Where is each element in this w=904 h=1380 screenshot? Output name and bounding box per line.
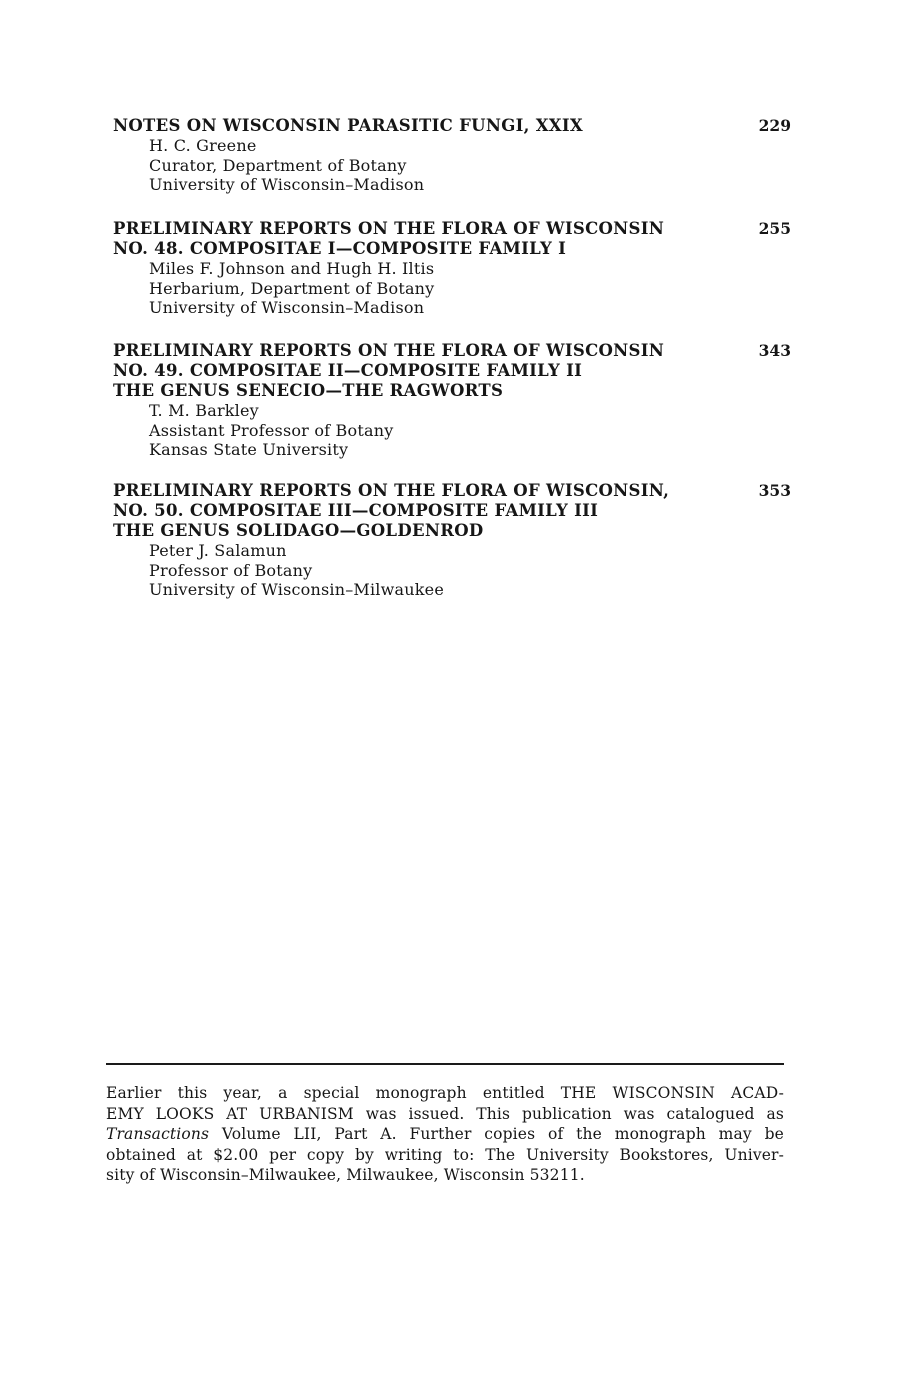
entry-affiliation-title: Herbarium, Department of Botany	[149, 278, 435, 298]
entry-author: T. M. Barkley	[149, 401, 259, 420]
entry-title-line: PRELIMINARY REPORTS ON THE FLORA OF WISCONSIN	[113, 341, 665, 360]
entry-author: Peter J. Salamun	[149, 541, 287, 560]
entry-affiliation-title: Assistant Professor of Botany	[149, 420, 394, 440]
entry-title-line: PRELIMINARY REPORTS ON THE FLORA OF WISCONSIN,	[113, 481, 670, 500]
entry-page-number: 343	[758, 341, 791, 360]
entry-affiliation-institution: Kansas State University	[149, 440, 349, 459]
note-line-rest: Volume LII, Part A. Further copies of the monograph may be	[209, 1125, 784, 1143]
entry-page-number: 353	[758, 481, 791, 500]
entry-page-number: 229	[758, 116, 791, 135]
note-line: obtained at $2.00 per copy by writing to: The University Bookstores, Univer-	[106, 1145, 784, 1164]
monograph-note	[106, 1083, 784, 1186]
entry-page-number: 255	[758, 219, 791, 238]
entry-author: H. C. Greene	[149, 136, 257, 155]
entry-title-line: THE GENUS SENECIO—THE RAGWORTS	[113, 381, 504, 400]
entry-title-line: PRELIMINARY REPORTS ON THE FLORA OF WISCONSIN	[113, 219, 665, 238]
entry-title-line: NO. 50. COMPOSITAE III—COMPOSITE FAMILY III	[113, 501, 599, 520]
note-line: Earlier this year, a special monograph entitled THE WISCONSIN ACAD-	[106, 1084, 784, 1102]
entry-author: Miles F. Johnson and Hugh H. Iltis	[149, 259, 435, 278]
entry-affiliation-title: Curator, Department of Botany	[149, 155, 407, 175]
note-line	[106, 1124, 784, 1145]
entry-affiliation-institution: University of Wisconsin–Madison	[149, 175, 425, 194]
note-italic-title: Transactions	[106, 1125, 210, 1143]
entry-affiliation-title: Professor of Botany	[149, 560, 313, 580]
contents-entry-343	[113, 341, 793, 460]
entry-title-line: NO. 48. COMPOSITAE I—COMPOSITE FAMILY I	[113, 239, 567, 258]
contents-entry-255	[113, 219, 793, 318]
contents-entry-353	[113, 481, 793, 600]
entry-affiliation-institution: University of Wisconsin–Madison	[149, 298, 425, 317]
entry-affiliation-institution: University of Wisconsin–Milwaukee	[149, 580, 444, 599]
section-divider	[106, 1063, 784, 1065]
entry-title-line: THE GENUS SOLIDAGO—GOLDENROD	[113, 521, 484, 540]
entry-title-line: NO. 49. COMPOSITAE II—COMPOSITE FAMILY II	[113, 361, 583, 380]
contents-entry-229	[113, 116, 793, 195]
note-line: sity of Wisconsin–Milwaukee, Milwaukee, Wisconsin 53211.	[106, 1166, 585, 1184]
note-line: EMY LOOKS AT URBANISM was issued. This publication was catalogued as	[106, 1104, 784, 1123]
entry-title-line: NOTES ON WISCONSIN PARASITIC FUNGI, XXIX	[113, 116, 584, 135]
